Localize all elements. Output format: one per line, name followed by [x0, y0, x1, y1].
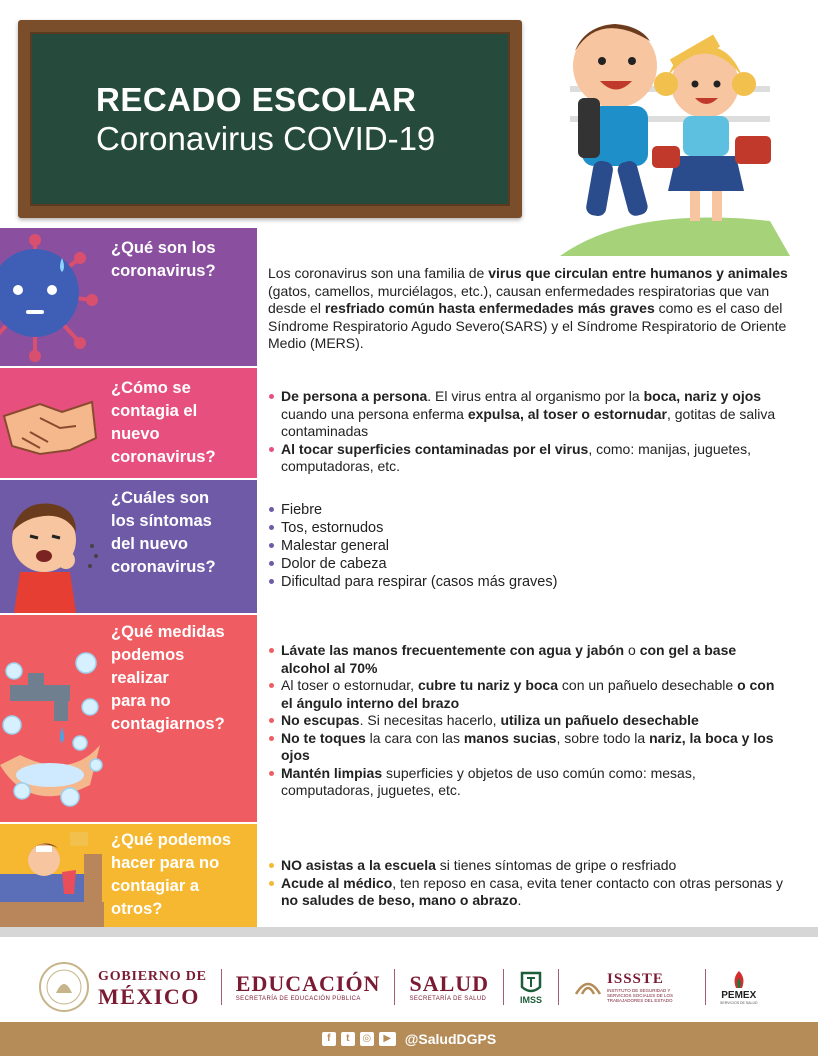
text: Dolor de cabeza: [281, 556, 387, 572]
section-label-box: [0, 615, 257, 822]
educacion-logo: [236, 972, 381, 1002]
section-label-box: [0, 368, 257, 478]
text: con un pañuelo desechable: [558, 677, 738, 693]
educacion-subtitle: SECRETARÍA DE EDUCACIÓN PÚBLICA: [235, 996, 361, 1002]
pemex-name: PEMEX: [721, 989, 757, 1001]
bold-text: virus que circulan entre humanos y animales: [488, 265, 788, 281]
section-label-box: [0, 824, 257, 927]
bold-text: Al tocar superficies contaminadas por el virus: [281, 440, 589, 457]
bold-text: Mantén limpias: [281, 764, 383, 781]
question-line: ¿Cuáles son: [111, 489, 210, 507]
section-answer: [268, 501, 788, 591]
question-line: hacer para no: [111, 854, 220, 872]
bold-text: utiliza un pañuelo desechable: [500, 712, 699, 728]
text: , ten reposo en casa, evita tener contacto con otras personas y: [392, 874, 783, 891]
text: o: [624, 642, 640, 658]
imss-name: IMSS: [520, 995, 543, 1005]
sick-in-bed-icon: [0, 824, 110, 927]
text: , como: manijas, juguetes, computadoras, etc.: [281, 440, 751, 474]
bold-text: cubre tu nariz y boca: [417, 677, 559, 693]
text: la cara con las: [365, 729, 464, 746]
question-line: coronavirus?: [111, 448, 216, 466]
handshake-icon: [0, 368, 110, 478]
hand-washing-icon: [0, 615, 110, 822]
answer-list: [268, 642, 788, 800]
question-line: del nuevo: [111, 535, 189, 553]
bold-text: manos sucias: [463, 729, 557, 746]
instagram-icon[interactable]: ◎: [360, 1032, 374, 1046]
question-line: realizar: [111, 669, 169, 687]
section-question: [111, 829, 251, 921]
divider: [0, 927, 818, 937]
section-answer: [268, 642, 788, 800]
bold-text: boca, nariz y ojos: [643, 388, 762, 404]
social-handle[interactable]: @SaludDGPS: [404, 1031, 497, 1047]
text: Al toser o estornudar,: [281, 677, 418, 693]
bold-text: NO asistas a la escuela: [281, 857, 436, 873]
pemex-subtitle: SERVICIOS DE SALUD: [720, 1000, 758, 1005]
issste-logo: [573, 971, 691, 1003]
gobierno-line-2: MÉXICO: [98, 984, 200, 1009]
bold-text: De persona a persona: [281, 388, 428, 404]
salud-subtitle: SECRETARÍA DE SALUD: [409, 996, 487, 1002]
question-line: ¿Cómo se: [111, 379, 191, 397]
text: (gatos, camellos, murciélagos, etc.), causan enfermedades respiratorias que van desde el: [268, 282, 770, 316]
gobierno-line-1: GOBIERNO DE: [98, 969, 207, 984]
question-line: nuevo: [111, 425, 160, 443]
question-line: coronavirus?: [111, 558, 216, 576]
text: , gotitas de saliva contaminadas: [281, 405, 776, 439]
section-symptoms: [0, 480, 818, 613]
educacion-name: EDUCACIÓN: [235, 971, 381, 996]
question-line: contagiarnos?: [111, 715, 225, 733]
question-line: ¿Qué son los: [111, 239, 216, 257]
page-subtitle: Coronavirus COVID-19: [96, 120, 436, 157]
logo-separator: [221, 969, 222, 1005]
salud-name: SALUD: [409, 971, 490, 996]
bold-text: o con el ángulo interno del brazo: [281, 677, 775, 711]
bold-text: nariz, la boca y los ojos: [281, 729, 774, 763]
school-kids-illustration: [540, 6, 800, 256]
list-item: [268, 712, 788, 730]
bold-text: no saludes de beso, mano o abrazo: [281, 892, 518, 908]
bold-text: resfriado común hasta enfermedades más graves: [324, 300, 655, 316]
bold-text: con gel a base alcohol al 70%: [281, 642, 737, 676]
section-what-are-coronavirus: [0, 228, 818, 366]
section-label-box: [0, 228, 257, 366]
virus-icon: [0, 228, 110, 366]
social-bar: [0, 1022, 818, 1056]
question-line: contagiar a: [111, 877, 200, 895]
imss-emblem-icon: [518, 969, 544, 995]
list-item: [268, 642, 788, 677]
youtube-icon[interactable]: ▶: [379, 1032, 396, 1046]
logo-separator: [558, 969, 559, 1005]
section-question: [111, 621, 251, 736]
bold-text: Lávate las manos frecuentemente con agua y jabón: [281, 642, 625, 658]
chalkboard-surface: [30, 32, 510, 206]
institution-logos: [0, 937, 818, 1022]
question-line: para no: [111, 692, 171, 710]
answer-list: [268, 501, 788, 591]
section-question: [111, 487, 251, 579]
text: Malestar general: [281, 538, 389, 554]
list-item: [268, 519, 788, 537]
list-item: [268, 537, 788, 555]
list-item: [268, 857, 788, 875]
gobierno-de-mexico-logo: [38, 961, 207, 1013]
text: superficies y objetos de uso común como: mesas, computadoras, juguetes, etc.: [281, 764, 696, 798]
list-item: [268, 730, 788, 765]
question-line: ¿Qué podemos: [111, 831, 232, 849]
bold-text: expulsa, al toser o estornudar: [467, 405, 667, 422]
answer-paragraph: [268, 265, 788, 353]
issste-subtitle: INSTITUTO DE SEGURIDAD Y SERVICIOS SOCIALES DE LOS TRABAJADORES DEL ESTADO: [607, 988, 673, 1003]
issste-emblem-icon: [573, 974, 603, 1000]
logo-separator: [394, 969, 395, 1005]
sick-child-icon: [0, 480, 110, 613]
national-seal-icon: [38, 961, 90, 1013]
section-prevention: [0, 615, 818, 822]
section-answer: [268, 265, 788, 353]
text: , sobre todo la: [556, 729, 650, 746]
section-question: [111, 237, 251, 283]
logo-separator: [705, 969, 706, 1005]
list-item: [268, 573, 788, 591]
question-line: otros?: [111, 900, 163, 918]
section-question: [111, 377, 251, 469]
text: Tos, estornudos: [281, 520, 384, 536]
list-item: [268, 677, 788, 712]
section-how-it-spreads: [0, 368, 818, 478]
logo-separator: [503, 969, 504, 1005]
question-line: los síntomas: [111, 512, 212, 530]
text: Los coronavirus son una familia de: [268, 265, 489, 281]
section-answer: [268, 388, 788, 476]
page-title: RECADO ESCOLAR: [96, 81, 417, 118]
text: cuando una persona enferma: [281, 405, 468, 422]
list-item: [268, 765, 788, 800]
list-item: [268, 388, 788, 441]
list-item: [268, 875, 788, 910]
bold-text: Acude al médico: [281, 874, 393, 891]
question-line: ¿Qué medidas: [111, 623, 225, 641]
question-line: coronavirus?: [111, 262, 216, 280]
imss-logo: [518, 969, 544, 1005]
list-item: [268, 501, 788, 519]
text: si tienes síntomas de gripe o resfriado: [435, 857, 677, 873]
section-avoid-spreading: [0, 824, 818, 927]
facebook-icon[interactable]: f: [322, 1032, 336, 1046]
answer-list: [268, 857, 788, 910]
text: Dificultad para respirar (casos más graves): [281, 574, 558, 590]
text: .: [517, 892, 522, 908]
text: Fiebre: [281, 502, 323, 518]
issste-name: ISSSTE: [607, 971, 664, 987]
question-line: podemos: [111, 646, 185, 664]
text: . Si necesitas hacerlo,: [359, 712, 501, 728]
list-item: [268, 555, 788, 573]
bold-text: No te toques: [281, 729, 366, 746]
pemex-flame-icon: [728, 970, 750, 990]
section-label-box: [0, 480, 257, 613]
bold-text: No escupas: [281, 712, 360, 728]
chalkboard: [18, 20, 522, 218]
logo-row: [38, 957, 758, 1017]
text: como es el caso del Síndrome Respiratorio Agudo Severo(SARS) y el Síndrome Respiratorio de Oriente Medio (MERS).: [268, 300, 787, 351]
twitter-icon[interactable]: t: [341, 1032, 355, 1046]
pemex-logo: [720, 970, 757, 1005]
list-item: [268, 441, 788, 476]
text: . El virus entra al organismo por la: [427, 388, 644, 404]
question-line: contagia el: [111, 402, 198, 420]
section-answer: [268, 857, 788, 910]
salud-logo: [409, 972, 489, 1002]
answer-list: [268, 388, 788, 476]
